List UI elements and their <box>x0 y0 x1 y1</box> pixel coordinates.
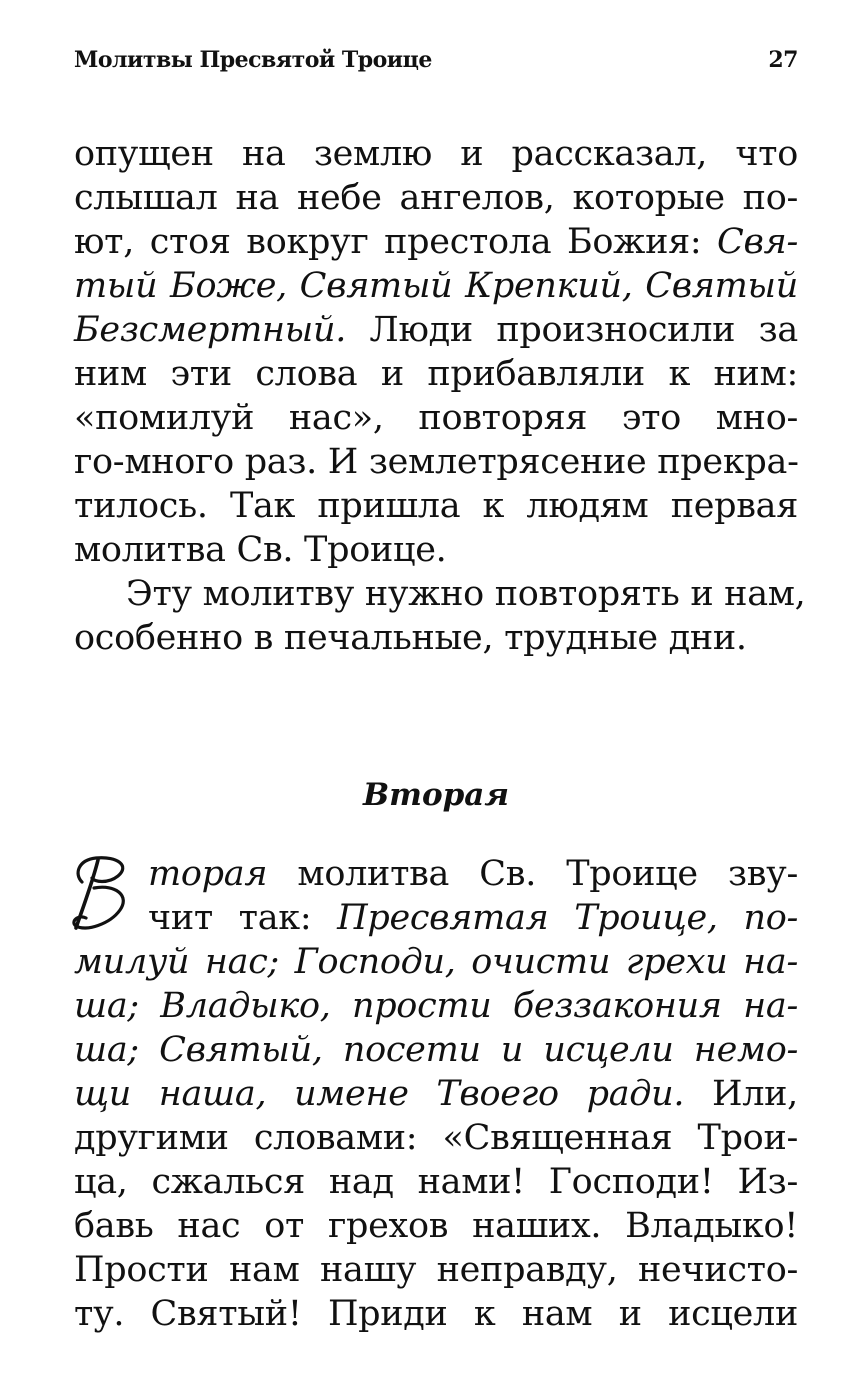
text-line: ша; Владыко, прости беззакония на- <box>74 986 798 1026</box>
text-line: ту. Святый! Приди к нам и исцели <box>74 1294 798 1334</box>
text-line: ют, стоя вокруг престола Божия: Свя- <box>74 222 798 262</box>
text-line: Прости нам нашу неправду, нечисто- <box>74 1250 798 1290</box>
text-line: щи наша, имене Твоего ради. Или, <box>74 1074 798 1114</box>
text-line: ша; Святый, посети и исцели немо- <box>74 1030 798 1070</box>
page-number: 27 <box>768 47 798 73</box>
text-line: тый Боже, Святый Крепкий, Святый <box>74 266 798 306</box>
text-line: го-много раз. И землетрясение прекра- <box>74 442 799 482</box>
text-line: молитва Св. Троице. <box>74 530 447 570</box>
paragraph-block-2 <box>74 852 798 1336</box>
text-line: Эту молитву нужно повторять и нам, <box>126 574 806 614</box>
text-line: другими словами: «Священная Трои- <box>74 1118 798 1158</box>
text-line: ним эти слова и прибавляли к ним: <box>74 354 798 394</box>
running-title: Молитвы Пресвятой Троице <box>74 47 432 73</box>
text-line: опущен на землю и рассказал, что <box>74 134 798 174</box>
paragraph-block-1 <box>74 132 806 660</box>
section-heading: Вторая <box>362 777 510 813</box>
running-header <box>74 44 798 76</box>
text-line: милуй нас; Господи, очисти грехи на- <box>74 942 798 982</box>
text-line: особенно в печальные, трудные дни. <box>74 618 747 658</box>
text-line: слышал на небе ангелов, которые по- <box>74 178 798 218</box>
text-line: «помилуй нас», повторяя это мно- <box>74 398 798 438</box>
text-line: Безсмертный. Люди произносили за <box>74 310 798 350</box>
text-line: чит так: Пресвятая Троице, по- <box>148 898 798 938</box>
text-line: бавь нас от грехов наших. Владыко! <box>74 1206 798 1246</box>
text-line: торая молитва Св. Троице зву- <box>148 854 798 894</box>
text-line: тилось. Так пришла к людям первая <box>74 486 798 526</box>
text-line: ца, сжалься над нами! Господи! Из- <box>74 1162 798 1202</box>
